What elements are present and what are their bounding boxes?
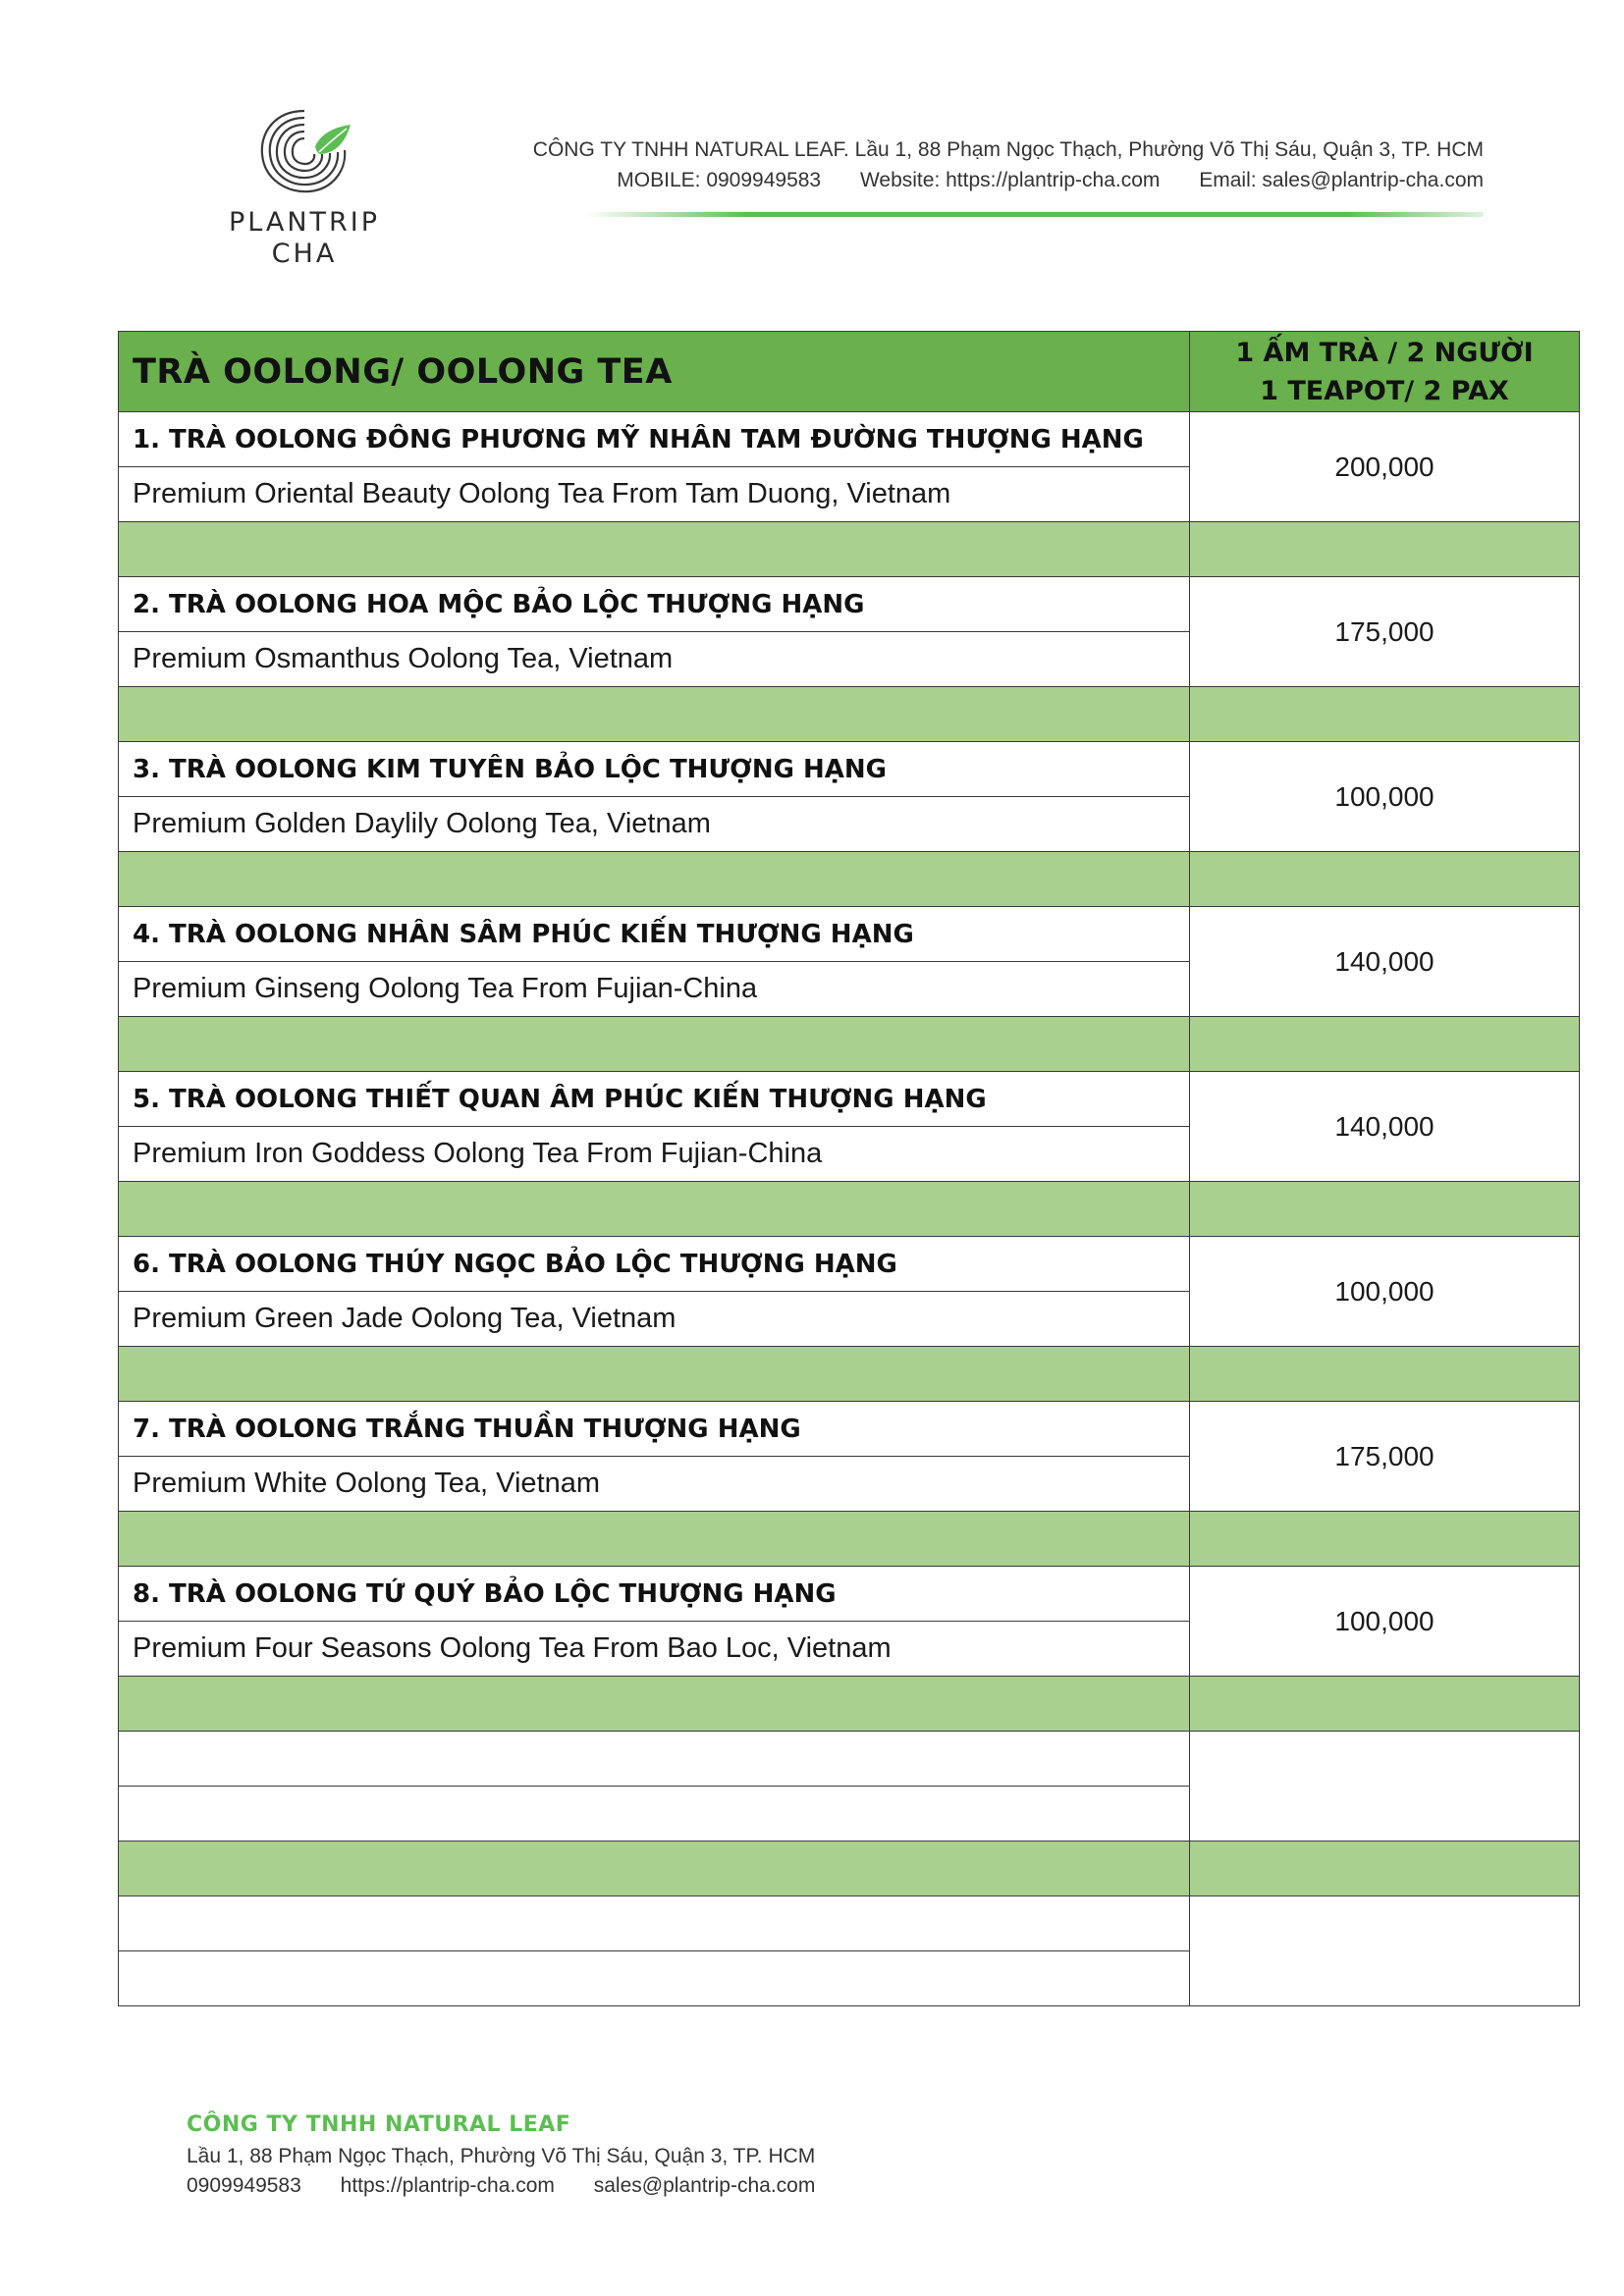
footer-phone: 0909949583 <box>187 2174 301 2197</box>
tea-name-en: Premium White Oolong Tea, Vietnam <box>119 1457 1190 1512</box>
tea-price: 140,000 <box>1190 907 1580 1017</box>
table-row <box>119 742 1580 797</box>
spacer-row <box>119 1677 1580 1732</box>
logo-text-line1: PLANTRIP <box>228 207 381 238</box>
tea-name-en: Premium Green Jade Oolong Tea, Vietnam <box>119 1292 1190 1347</box>
table-row <box>119 1237 1580 1292</box>
tea-name-vi: 6. TRÀ OOLONG THÚY NGỌC BẢO LỘC THƯỢNG HẠNG <box>119 1237 1190 1292</box>
spacer-row <box>119 522 1580 577</box>
tea-price: 175,000 <box>1190 577 1580 687</box>
spacer-row <box>119 687 1580 742</box>
tea-price: 100,000 <box>1190 1237 1580 1347</box>
price-header-line1: 1 ẤM TRÀ / 2 NGƯỜI <box>1235 337 1534 368</box>
footer <box>187 2112 848 2198</box>
table-header-row <box>119 332 1580 412</box>
spacer-row <box>119 1512 1580 1567</box>
table-row <box>119 907 1580 962</box>
tea-price: 100,000 <box>1190 742 1580 852</box>
tea-name-en: Premium Oriental Beauty Oolong Tea From Tam Duong, Vietnam <box>119 467 1190 522</box>
header-divider <box>585 212 1484 217</box>
footer-contact <box>187 2174 848 2198</box>
footer-website: https://plantrip-cha.com <box>340 2174 555 2197</box>
tea-name-vi: 5. TRÀ OOLONG THIẾT QUAN ÂM PHÚC KIẾN THƯỢNG HẠNG <box>119 1072 1190 1127</box>
table-row <box>119 577 1580 632</box>
table-row <box>119 1072 1580 1127</box>
tea-name-en: Premium Osmanthus Oolong Tea, Vietnam <box>119 632 1190 687</box>
footer-company: CÔNG TY TNHH NATURAL LEAF <box>187 2112 571 2137</box>
footer-email: sales@plantrip-cha.com <box>593 2174 816 2197</box>
tea-name-en: Premium Four Seasons Oolong Tea From Bao Loc, Vietnam <box>119 1622 1190 1677</box>
company-logo <box>216 103 393 270</box>
tea-name-vi: 3. TRÀ OOLONG KIM TUYÊN BẢO LỘC THƯỢNG HẠNG <box>119 742 1190 797</box>
tea-name-vi: 7. TRÀ OOLONG TRẮNG THUẦN THƯỢNG HẠNG <box>119 1402 1190 1457</box>
table-row <box>119 1402 1580 1457</box>
tea-price: 100,000 <box>1190 1567 1580 1677</box>
footer-address: Lầu 1, 88 Phạm Ngọc Thạch, Phường Võ Thị Sáu, Quận 3, TP. HCM <box>187 2145 816 2167</box>
spacer-row <box>119 1347 1580 1402</box>
logo-text-line2: CHA <box>271 239 338 269</box>
header-company-address: CÔNG TY TNHH NATURAL LEAF. Lầu 1, 88 Phạm Ngọc Thạch, Phường Võ Thị Sáu, Quận 3, TP. HCM <box>532 138 1484 161</box>
tea-price: 200,000 <box>1190 412 1580 522</box>
tea-price: 140,000 <box>1190 1072 1580 1182</box>
tea-name-vi: 2. TRÀ OOLONG HOA MỘC BẢO LỘC THƯỢNG HẠNG <box>119 577 1190 632</box>
spacer-row <box>119 1842 1580 1896</box>
table-row <box>119 1567 1580 1622</box>
oolong-tea-menu-table <box>118 331 1580 2006</box>
tea-name-vi: 8. TRÀ OOLONG TỨ QUÝ BẢO LỘC THƯỢNG HẠNG <box>119 1567 1190 1622</box>
table-row <box>119 412 1580 467</box>
tea-name-vi: 1. TRÀ OOLONG ĐÔNG PHƯƠNG MỸ NHÂN TAM ĐƯỜNG THƯỢNG HẠNG <box>119 412 1190 467</box>
header-website: Website: https://plantrip-cha.com <box>859 169 1161 191</box>
header-mobile: MOBILE: 0909949583 <box>617 169 822 191</box>
header-email: Email: sales@plantrip-cha.com <box>1199 169 1484 191</box>
logo-text <box>216 207 393 270</box>
price-header-line2: 1 TEAPOT/ 2 PAX <box>1260 375 1509 406</box>
tea-name-vi: 4. TRÀ OOLONG NHÂN SÂM PHÚC KIẾN THƯỢNG HẠNG <box>119 907 1190 962</box>
swirl-leaf-logo-icon <box>250 103 358 201</box>
tea-name-en: Premium Ginseng Oolong Tea From Fujian-China <box>119 962 1190 1017</box>
tea-name-en: Premium Iron Goddess Oolong Tea From Fujian-China <box>119 1127 1190 1182</box>
empty-row <box>119 1896 1580 1951</box>
price-column-header <box>1190 332 1580 412</box>
header-contact <box>617 169 1484 192</box>
table-title: TRÀ OOLONG/ OOLONG TEA <box>119 332 1190 412</box>
spacer-row <box>119 852 1580 907</box>
empty-row <box>119 1732 1580 1787</box>
tea-name-en: Premium Golden Daylily Oolong Tea, Vietnam <box>119 797 1190 852</box>
spacer-row <box>119 1017 1580 1072</box>
tea-price: 175,000 <box>1190 1402 1580 1512</box>
spacer-row <box>119 1182 1580 1237</box>
